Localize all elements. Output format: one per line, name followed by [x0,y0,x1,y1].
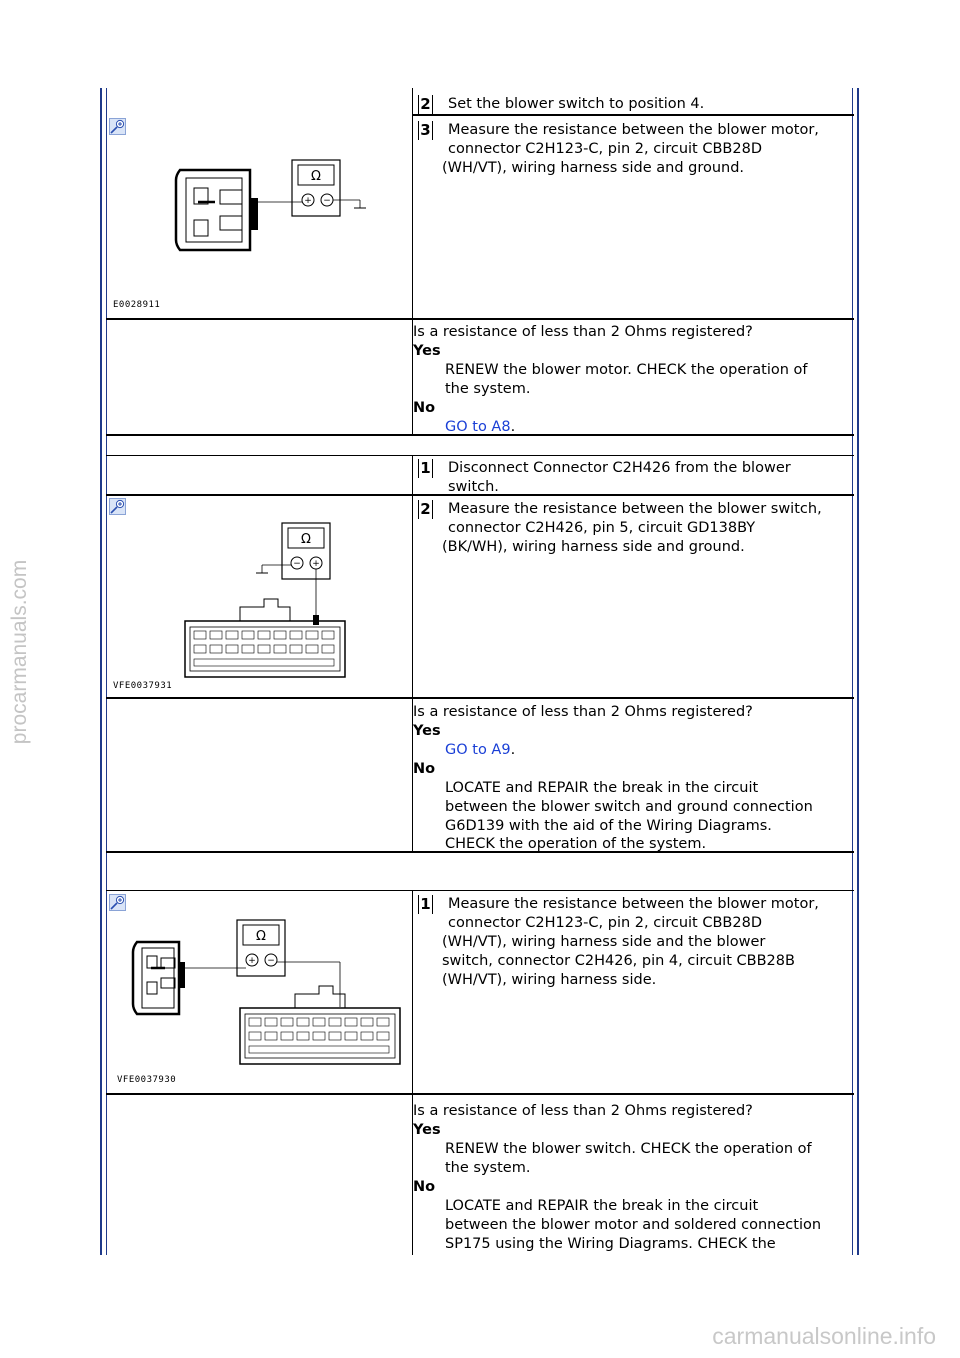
figure-caption: E0028911 [113,300,161,310]
yes-label: Yes [413,723,441,739]
no-action-line: between the blower motor and soldered connection [445,1217,822,1233]
yes-action-line: RENEW the blower motor. CHECK the operation of [445,362,808,378]
no-action [445,418,515,437]
row-divider [106,890,854,891]
step-instruction-line: (WH/VT), wiring harness side and the blower [442,934,766,950]
yes-label: Yes [413,343,441,359]
question-text: Is a resistance of less than 2 Ohms registered? [413,704,753,720]
goto-a8-link[interactable]: GO to A8 [445,419,511,435]
step-instruction-line: switch, connector C2H426, pin 4, circuit CBB28B [442,953,795,969]
column-divider [412,88,413,435]
no-action-line: SP175 using the Wiring Diagrams. CHECK the [445,1236,776,1252]
left-border-line [100,88,102,1255]
svg-text:Ω: Ω [256,929,266,944]
svg-text:+: + [304,196,312,206]
step-number: 3 [418,121,433,140]
row-divider [412,114,854,116]
no-label: No [413,1179,436,1195]
svg-text:Ω: Ω [311,169,321,184]
side-watermark: procarmanuals.com [8,559,31,745]
step-instruction-line: switch. [448,479,499,495]
step-instruction-line: (BK/WH), wiring harness side and ground. [442,539,745,555]
motor-to-switch-circuit-figure [125,912,405,1072]
no-label: No [413,400,436,416]
step-instruction-line: Measure the resistance between the blower switch, [448,501,822,517]
step-instruction-line: connector C2H123-C, pin 2, circuit CBB28D [448,915,762,931]
row-divider [106,697,854,699]
left-border-line-inner [106,88,107,1255]
step-number: 2 [418,95,433,114]
bottom-watermark: carmanualsonline.info [712,1323,936,1349]
no-action-line: G6D139 with the aid of the Wiring Diagrams. [445,818,772,834]
row-divider [106,455,854,456]
svg-text:Ω: Ω [301,532,311,547]
right-border-line-inner [852,88,853,1255]
yes-action [445,741,515,760]
zoom-icon[interactable] [109,498,126,515]
svg-text:+: + [312,559,320,569]
step-number: 1 [418,459,433,478]
zoom-icon[interactable] [109,118,126,135]
zoom-icon[interactable] [109,894,126,911]
step-instruction-line: Disconnect Connector C2H426 from the blower [448,460,791,476]
no-action-line: CHECK the operation of the system. [445,836,707,852]
no-action-line: between the blower switch and ground connection [445,799,813,815]
svg-text:−: − [323,196,331,206]
goto-a9-link[interactable]: GO to A9 [445,742,511,758]
svg-text:−: − [293,559,301,569]
yes-label: Yes [413,1122,441,1138]
yes-action-line: RENEW the blower switch. CHECK the operation of [445,1141,812,1157]
row-divider [106,1093,854,1095]
no-action-line: LOCATE and REPAIR the break in the circuit [445,780,759,796]
question-text: Is a resistance of less than 2 Ohms registered? [413,324,753,340]
no-label: No [413,761,436,777]
link-suffix: . [510,742,516,758]
svg-text:+: + [248,956,256,966]
svg-text:−: − [267,956,275,966]
yes-action-line: the system. [445,1160,531,1176]
row-divider [106,318,854,320]
right-border-line [857,88,859,1255]
blower-switch-connector-figure [170,515,370,685]
step-number: 2 [418,500,433,519]
step-instruction-line: connector C2H123-C, pin 2, circuit CBB28D [448,141,762,157]
yes-action-line: the system. [445,381,531,397]
figure-caption: VFE0037931 [113,681,173,691]
column-divider [412,890,413,1255]
link-suffix: . [510,419,516,435]
step-instruction-line: connector C2H426, pin 5, circuit GD138BY [448,520,756,536]
step-instruction-line: (WH/VT), wiring harness side and ground. [442,160,745,176]
figure-caption: VFE0037930 [117,1075,177,1085]
step-instruction-line: Measure the resistance between the blower motor, [448,122,819,138]
column-divider [412,455,413,852]
step-instruction-line: Measure the resistance between the blower motor, [448,896,819,912]
step-number: 1 [418,895,433,914]
blower-motor-connector-figure [120,150,405,295]
step-instruction-line: (WH/VT), wiring harness side. [442,972,657,988]
no-action-line: LOCATE and REPAIR the break in the circuit [445,1198,759,1214]
question-text: Is a resistance of less than 2 Ohms registered? [413,1103,753,1119]
step-instruction: Set the blower switch to position 4. [448,96,705,112]
